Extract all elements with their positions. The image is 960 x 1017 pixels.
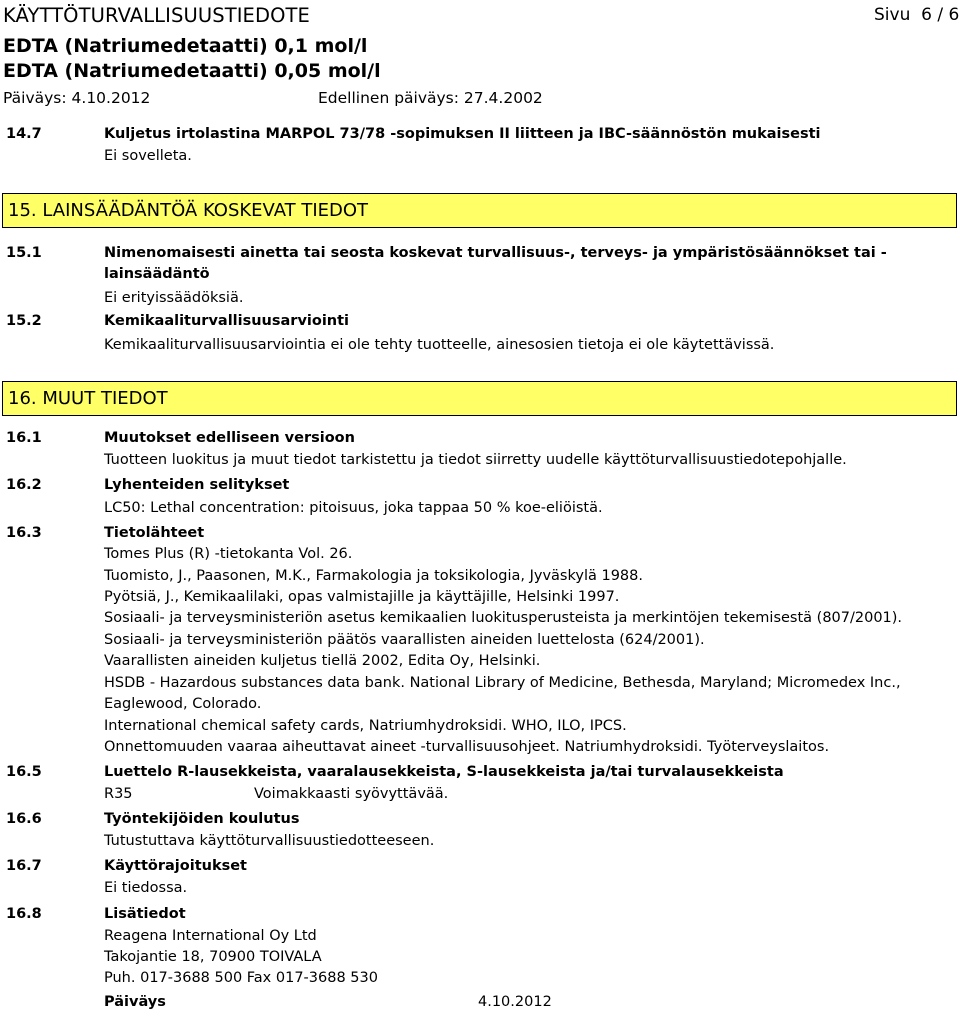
section-text: Ei tiedossa. [104,880,188,896]
section-heading: Kuljetus irtolastina MARPOL 73/78 -sopimuksen II liitteen ja IBC-säännöstön mukaisesti [104,126,821,142]
section-number: 16.8 [6,906,42,922]
page-label: Sivu [874,5,911,25]
section-15-title: 15. LAINSÄÄDÄNTÖÄ KOSKEVAT TIEDOT [2,193,957,228]
section-16-title: 16. MUUT TIEDOT [2,381,957,416]
section-heading: Luettelo R-lausekkeista, vaaralausekkeista, S-lausekkeista ja/tai turvalausekkeista [104,764,784,780]
source-line: Pyötsiä, J., Kemikaalilaki, opas valmistajille ja käyttäjille, Helsinki 1997. [104,589,620,605]
section-text: Kemikaaliturvallisuusarviointia ei ole tehty tuotteelle, ainesosien tietoja ei ole käytettävissä. [104,337,775,353]
section-text: LC50: Lethal concentration: pitoisuus, joka tappaa 50 % koe-eliöistä. [104,500,603,516]
source-line: Eaglewood, Colorado. [104,696,262,712]
r-phrase-text: Voimakkaasti syövyttävää. [254,786,449,802]
source-line: Onnettomuuden vaaraa aiheuttavat aineet -turvallisuusohjeet. Natriumhydroksidi. Työterveyslaitos. [104,739,830,755]
company-phone: Puh. 017-3688 500 Fax 017-3688 530 [104,970,378,986]
company-address: Takojantie 18, 70900 TOIVALA [104,949,322,965]
source-line: Sosiaali- ja terveysministeriön asetus kemikaalien luokitusperusteista ja merkintöjen tekemisestä (807/2001). [104,610,903,626]
source-line: Vaarallisten aineiden kuljetus tiellä 2002, Edita Oy, Helsinki. [104,653,541,669]
section-number: 15.1 [6,245,42,261]
section-heading-cont: lainsäädäntö [104,266,210,282]
section-heading: Muutokset edelliseen versioon [104,430,355,446]
page-total: 6 [948,5,960,25]
page-number [874,5,959,25]
footer-date-label: Päiväys [104,994,166,1010]
section-heading: Nimenomaisesti ainetta tai seosta koskevat turvallisuus-, terveys- ja ympäristösäännökset tai - [104,245,887,261]
document-title: KÄYTTÖTURVALLISUUSTIEDOTE [3,4,310,27]
source-line: HSDB - Hazardous substances data bank. National Library of Medicine, Bethesda, Maryland; Micromedex Inc., [104,675,901,691]
page-separator: / [937,5,944,25]
section-number: 16.7 [6,858,42,874]
source-line: International chemical safety cards, Natriumhydroksidi. WHO, ILO, IPCS. [104,718,627,734]
section-heading: Käyttörajoitukset [104,858,247,874]
footer-date: 4.10.2012 [478,994,552,1010]
section-heading: Työntekijöiden koulutus [104,811,300,827]
revision-date: Päiväys: 4.10.2012 [3,89,151,107]
r-phrase-code: R35 [104,786,133,802]
source-line: Tuomisto, J., Paasonen, M.K., Farmakologia ja toksikologia, Jyväskylä 1988. [104,568,643,584]
section-text: Ei erityissäädöksiä. [104,290,244,306]
section-number: 15.2 [6,313,42,329]
section-number: 16.6 [6,811,42,827]
source-line: Sosiaali- ja terveysministeriön päätös vaarallisten aineiden luettelosta (624/2001). [104,632,705,648]
source-line: Tomes Plus (R) -tietokanta Vol. 26. [104,546,353,562]
section-number: 16.3 [6,525,42,541]
product-name-1: EDTA (Natriumedetaatti) 0,1 mol/l [3,35,368,57]
section-number: 14.7 [6,126,42,142]
section-number: 16.1 [6,430,42,446]
company-name: Reagena International Oy Ltd [104,928,317,944]
section-heading: Lyhenteiden selitykset [104,477,290,493]
section-number: 16.2 [6,477,42,493]
product-name-2: EDTA (Natriumedetaatti) 0,05 mol/l [3,60,381,82]
section-text: Ei sovelleta. [104,148,192,164]
section-heading: Kemikaaliturvallisuusarviointi [104,313,350,329]
section-text: Tutustuttava käyttöturvallisuustiedotteeseen. [104,833,435,849]
section-text: Tuotteen luokitus ja muut tiedot tarkistettu ja tiedot siirretty uudelle käyttöturvallisuustiedotepohjalle. [104,452,847,468]
page-current: 6 [921,5,932,25]
section-number: 16.5 [6,764,42,780]
previous-revision-date: Edellinen päiväys: 27.4.2002 [318,89,543,107]
section-heading: Tietolähteet [104,525,205,541]
section-heading: Lisätiedot [104,906,186,922]
